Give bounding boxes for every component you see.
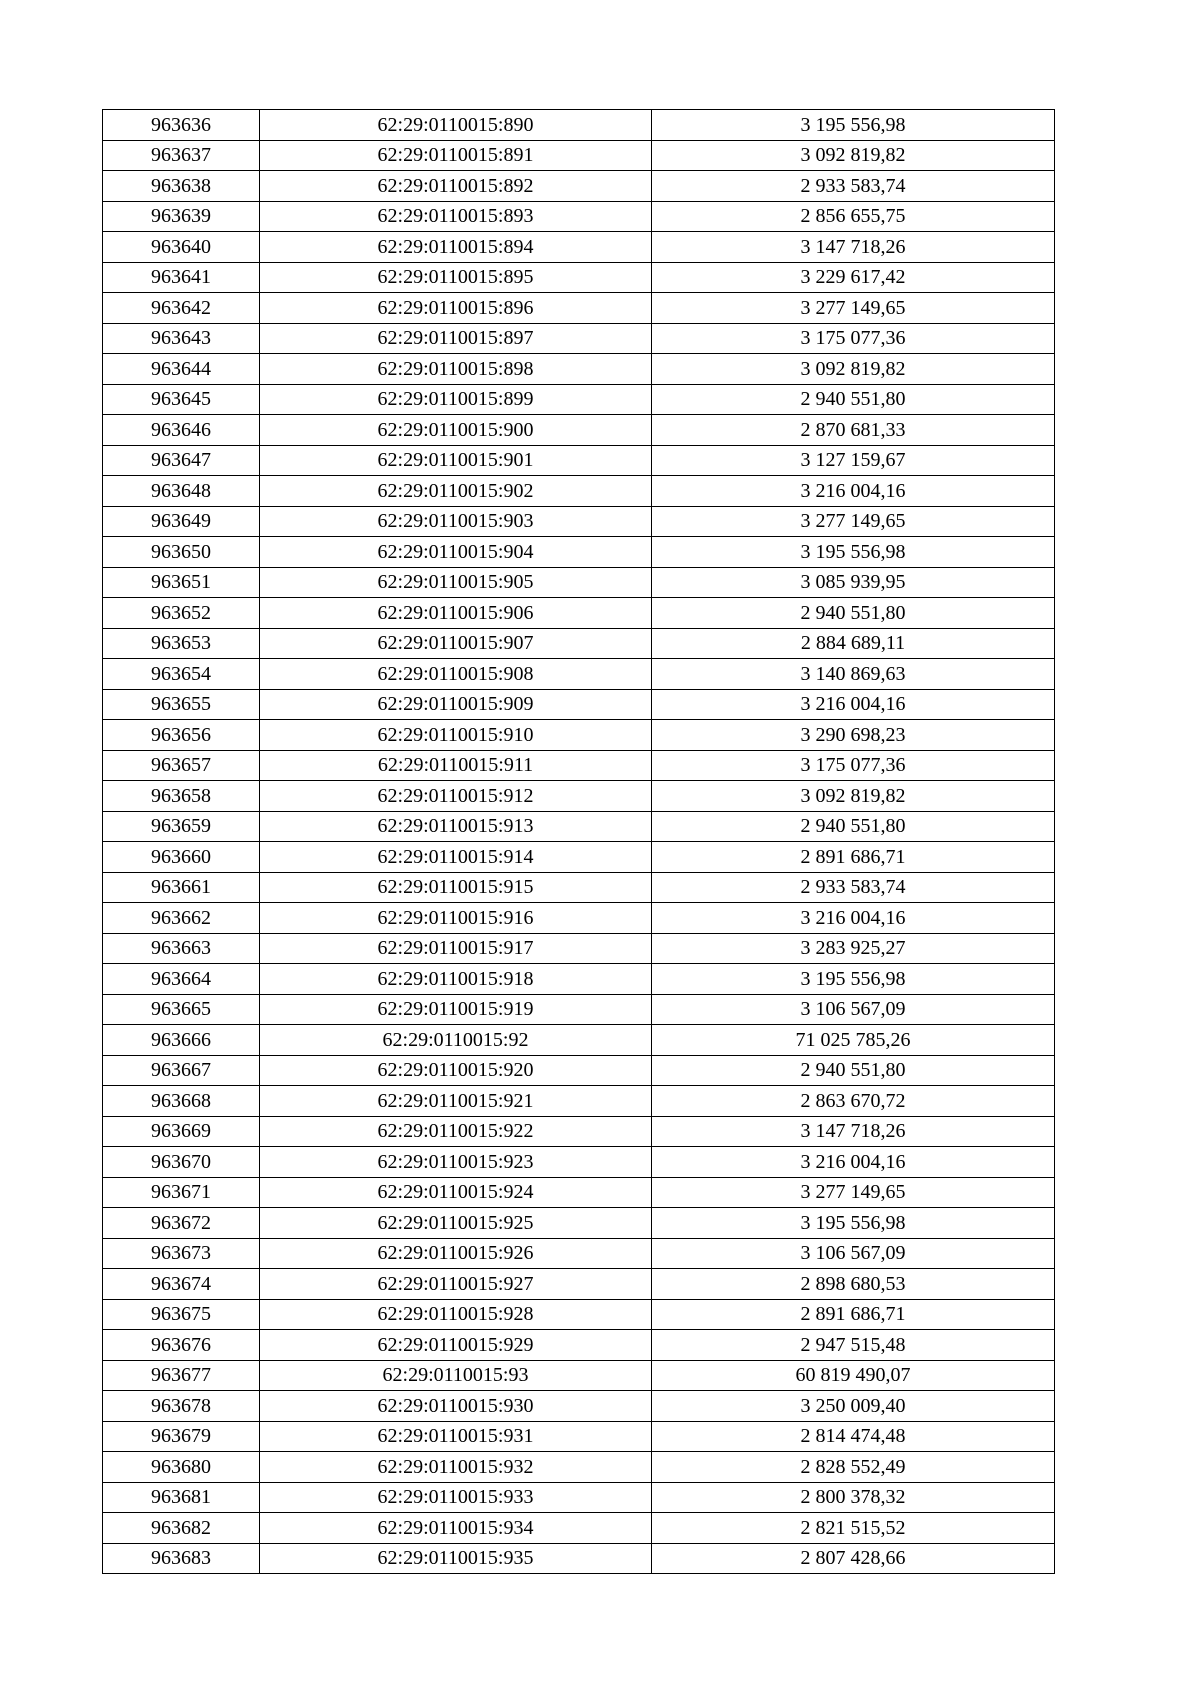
row-number-cell: 963640 [103, 232, 260, 263]
row-number-cell: 963681 [103, 1482, 260, 1513]
cadastral-number-cell: 62:29:0110015:905 [260, 567, 652, 598]
cadastral-number-cell: 62:29:0110015:896 [260, 293, 652, 324]
row-number-cell: 963661 [103, 872, 260, 903]
cadastral-number-cell: 62:29:0110015:901 [260, 445, 652, 476]
table-row [103, 1086, 1055, 1117]
cadastral-value-cell: 2 863 670,72 [652, 1086, 1055, 1117]
table-row [103, 1482, 1055, 1513]
table-row [103, 140, 1055, 171]
cadastral-value-cell: 3 127 159,67 [652, 445, 1055, 476]
table-row [103, 1330, 1055, 1361]
table-body [103, 110, 1055, 1574]
cadastral-value-cell: 3 250 009,40 [652, 1391, 1055, 1422]
cadastral-number-cell: 62:29:0110015:897 [260, 323, 652, 354]
row-number-cell: 963668 [103, 1086, 260, 1117]
cadastral-number-cell: 62:29:0110015:933 [260, 1482, 652, 1513]
table-row [103, 659, 1055, 690]
cadastral-number-cell: 62:29:0110015:895 [260, 262, 652, 293]
row-number-cell: 963645 [103, 384, 260, 415]
cadastral-number-cell: 62:29:0110015:900 [260, 415, 652, 446]
table-row [103, 903, 1055, 934]
cadastral-number-cell: 62:29:0110015:903 [260, 506, 652, 537]
cadastral-number-cell: 62:29:0110015:890 [260, 110, 652, 141]
cadastral-number-cell: 62:29:0110015:915 [260, 872, 652, 903]
cadastral-number-cell: 62:29:0110015:930 [260, 1391, 652, 1422]
cadastral-value-cell: 3 277 149,65 [652, 293, 1055, 324]
cadastral-value-cell: 2 891 686,71 [652, 1299, 1055, 1330]
cadastral-number-cell: 62:29:0110015:925 [260, 1208, 652, 1239]
table-row [103, 232, 1055, 263]
cadastral-value-cell: 2 821 515,52 [652, 1513, 1055, 1544]
cadastral-value-cell: 3 106 567,09 [652, 994, 1055, 1025]
row-number-cell: 963663 [103, 933, 260, 964]
cadastral-number-cell: 62:29:0110015:928 [260, 1299, 652, 1330]
table-row [103, 415, 1055, 446]
cadastral-value-cell: 3 216 004,16 [652, 1147, 1055, 1178]
row-number-cell: 963675 [103, 1299, 260, 1330]
row-number-cell: 963654 [103, 659, 260, 690]
row-number-cell: 963660 [103, 842, 260, 873]
table-row [103, 1116, 1055, 1147]
row-number-cell: 963665 [103, 994, 260, 1025]
table-row [103, 994, 1055, 1025]
table-row [103, 720, 1055, 751]
table-row [103, 1147, 1055, 1178]
cadastral-number-cell: 62:29:0110015:910 [260, 720, 652, 751]
cadastral-value-cell: 2 884 689,11 [652, 628, 1055, 659]
table-row [103, 872, 1055, 903]
table-row [103, 781, 1055, 812]
row-number-cell: 963678 [103, 1391, 260, 1422]
row-number-cell: 963667 [103, 1055, 260, 1086]
cadastral-number-cell: 62:29:0110015:932 [260, 1452, 652, 1483]
row-number-cell: 963644 [103, 354, 260, 385]
table-row [103, 445, 1055, 476]
table-row [103, 598, 1055, 629]
row-number-cell: 963664 [103, 964, 260, 995]
cadastral-value-cell: 2 891 686,71 [652, 842, 1055, 873]
cadastral-value-cell: 2 947 515,48 [652, 1330, 1055, 1361]
cadastral-number-cell: 62:29:0110015:921 [260, 1086, 652, 1117]
row-number-cell: 963679 [103, 1421, 260, 1452]
cadastral-value-cell: 71 025 785,26 [652, 1025, 1055, 1056]
cadastral-value-cell: 2 940 551,80 [652, 598, 1055, 629]
cadastral-value-cell: 3 195 556,98 [652, 110, 1055, 141]
row-number-cell: 963646 [103, 415, 260, 446]
cadastral-value-table [102, 109, 1055, 1574]
cadastral-value-cell: 3 277 149,65 [652, 506, 1055, 537]
cadastral-number-cell: 62:29:0110015:898 [260, 354, 652, 385]
cadastral-value-cell: 3 085 939,95 [652, 567, 1055, 598]
cadastral-number-cell: 62:29:0110015:911 [260, 750, 652, 781]
table-row [103, 201, 1055, 232]
cadastral-number-cell: 62:29:0110015:922 [260, 1116, 652, 1147]
cadastral-number-cell: 62:29:0110015:916 [260, 903, 652, 934]
table-row [103, 171, 1055, 202]
cadastral-number-cell: 62:29:0110015:906 [260, 598, 652, 629]
row-number-cell: 963666 [103, 1025, 260, 1056]
table-row [103, 1360, 1055, 1391]
cadastral-value-cell: 3 216 004,16 [652, 689, 1055, 720]
cadastral-number-cell: 62:29:0110015:935 [260, 1543, 652, 1574]
cadastral-value-cell: 2 940 551,80 [652, 1055, 1055, 1086]
table-row [103, 384, 1055, 415]
cadastral-number-cell: 62:29:0110015:902 [260, 476, 652, 507]
cadastral-number-cell: 62:29:0110015:923 [260, 1147, 652, 1178]
cadastral-number-cell: 62:29:0110015:908 [260, 659, 652, 690]
row-number-cell: 963653 [103, 628, 260, 659]
cadastral-value-cell: 2 933 583,74 [652, 171, 1055, 202]
cadastral-number-cell: 62:29:0110015:909 [260, 689, 652, 720]
cadastral-number-cell: 62:29:0110015:929 [260, 1330, 652, 1361]
table-row [103, 842, 1055, 873]
row-number-cell: 963671 [103, 1177, 260, 1208]
row-number-cell: 963638 [103, 171, 260, 202]
table-row [103, 689, 1055, 720]
cadastral-value-cell: 2 933 583,74 [652, 872, 1055, 903]
cadastral-value-cell: 2 870 681,33 [652, 415, 1055, 446]
row-number-cell: 963636 [103, 110, 260, 141]
table-row [103, 1543, 1055, 1574]
cadastral-number-cell: 62:29:0110015:913 [260, 811, 652, 842]
row-number-cell: 963637 [103, 140, 260, 171]
cadastral-value-cell: 3 290 698,23 [652, 720, 1055, 751]
cadastral-value-cell: 3 229 617,42 [652, 262, 1055, 293]
cadastral-number-cell: 62:29:0110015:927 [260, 1269, 652, 1300]
table-row [103, 537, 1055, 568]
cadastral-number-cell: 62:29:0110015:92 [260, 1025, 652, 1056]
row-number-cell: 963673 [103, 1238, 260, 1269]
cadastral-number-cell: 62:29:0110015:934 [260, 1513, 652, 1544]
cadastral-number-cell: 62:29:0110015:893 [260, 201, 652, 232]
cadastral-value-cell: 3 216 004,16 [652, 903, 1055, 934]
table-row [103, 1269, 1055, 1300]
cadastral-number-cell: 62:29:0110015:894 [260, 232, 652, 263]
row-number-cell: 963659 [103, 811, 260, 842]
row-number-cell: 963680 [103, 1452, 260, 1483]
table-row [103, 506, 1055, 537]
cadastral-value-cell: 2 898 680,53 [652, 1269, 1055, 1300]
cadastral-number-cell: 62:29:0110015:914 [260, 842, 652, 873]
table-row [103, 1452, 1055, 1483]
table-row [103, 1421, 1055, 1452]
table-row [103, 964, 1055, 995]
cadastral-number-cell: 62:29:0110015:924 [260, 1177, 652, 1208]
row-number-cell: 963650 [103, 537, 260, 568]
row-number-cell: 963676 [103, 1330, 260, 1361]
table-row [103, 1513, 1055, 1544]
cadastral-number-cell: 62:29:0110015:918 [260, 964, 652, 995]
cadastral-number-cell: 62:29:0110015:904 [260, 537, 652, 568]
cadastral-value-cell: 3 216 004,16 [652, 476, 1055, 507]
row-number-cell: 963683 [103, 1543, 260, 1574]
cadastral-value-cell: 3 092 819,82 [652, 140, 1055, 171]
cadastral-number-cell: 62:29:0110015:93 [260, 1360, 652, 1391]
row-number-cell: 963682 [103, 1513, 260, 1544]
table-row [103, 567, 1055, 598]
row-number-cell: 963677 [103, 1360, 260, 1391]
table-row [103, 628, 1055, 659]
cadastral-value-cell: 3 195 556,98 [652, 964, 1055, 995]
table-row [103, 933, 1055, 964]
cadastral-number-cell: 62:29:0110015:891 [260, 140, 652, 171]
row-number-cell: 963641 [103, 262, 260, 293]
row-number-cell: 963669 [103, 1116, 260, 1147]
row-number-cell: 963652 [103, 598, 260, 629]
table-row [103, 1299, 1055, 1330]
cadastral-value-cell: 3 283 925,27 [652, 933, 1055, 964]
cadastral-number-cell: 62:29:0110015:892 [260, 171, 652, 202]
row-number-cell: 963639 [103, 201, 260, 232]
table-row [103, 323, 1055, 354]
cadastral-number-cell: 62:29:0110015:907 [260, 628, 652, 659]
cadastral-value-cell: 3 147 718,26 [652, 232, 1055, 263]
row-number-cell: 963647 [103, 445, 260, 476]
table-row [103, 1055, 1055, 1086]
cadastral-value-cell: 2 940 551,80 [652, 384, 1055, 415]
row-number-cell: 963643 [103, 323, 260, 354]
cadastral-value-cell: 3 195 556,98 [652, 1208, 1055, 1239]
table-row [103, 1177, 1055, 1208]
table-row [103, 1208, 1055, 1239]
row-number-cell: 963651 [103, 567, 260, 598]
row-number-cell: 963672 [103, 1208, 260, 1239]
row-number-cell: 963674 [103, 1269, 260, 1300]
cadastral-number-cell: 62:29:0110015:926 [260, 1238, 652, 1269]
row-number-cell: 963649 [103, 506, 260, 537]
cadastral-value-cell: 2 856 655,75 [652, 201, 1055, 232]
cadastral-value-cell: 3 175 077,36 [652, 323, 1055, 354]
cadastral-value-cell: 2 800 378,32 [652, 1482, 1055, 1513]
row-number-cell: 963655 [103, 689, 260, 720]
cadastral-value-cell: 3 195 556,98 [652, 537, 1055, 568]
table-row [103, 1025, 1055, 1056]
row-number-cell: 963648 [103, 476, 260, 507]
row-number-cell: 963670 [103, 1147, 260, 1178]
cadastral-value-cell: 2 807 428,66 [652, 1543, 1055, 1574]
cadastral-value-cell: 60 819 490,07 [652, 1360, 1055, 1391]
cadastral-value-cell: 3 092 819,82 [652, 781, 1055, 812]
table-row [103, 750, 1055, 781]
table-row [103, 476, 1055, 507]
cadastral-value-cell: 3 106 567,09 [652, 1238, 1055, 1269]
cadastral-value-cell: 3 140 869,63 [652, 659, 1055, 690]
table-row [103, 811, 1055, 842]
cadastral-value-cell: 3 175 077,36 [652, 750, 1055, 781]
row-number-cell: 963656 [103, 720, 260, 751]
row-number-cell: 963657 [103, 750, 260, 781]
table-row [103, 110, 1055, 141]
cadastral-value-cell: 3 277 149,65 [652, 1177, 1055, 1208]
cadastral-number-cell: 62:29:0110015:920 [260, 1055, 652, 1086]
cadastral-number-cell: 62:29:0110015:912 [260, 781, 652, 812]
table-row [103, 293, 1055, 324]
table-row [103, 262, 1055, 293]
cadastral-value-cell: 3 147 718,26 [652, 1116, 1055, 1147]
cadastral-number-cell: 62:29:0110015:899 [260, 384, 652, 415]
row-number-cell: 963642 [103, 293, 260, 324]
table-row [103, 1238, 1055, 1269]
row-number-cell: 963658 [103, 781, 260, 812]
table-row [103, 1391, 1055, 1422]
cadastral-value-cell: 3 092 819,82 [652, 354, 1055, 385]
cadastral-number-cell: 62:29:0110015:917 [260, 933, 652, 964]
cadastral-number-cell: 62:29:0110015:919 [260, 994, 652, 1025]
table-row [103, 354, 1055, 385]
cadastral-value-cell: 2 814 474,48 [652, 1421, 1055, 1452]
cadastral-number-cell: 62:29:0110015:931 [260, 1421, 652, 1452]
cadastral-value-cell: 2 940 551,80 [652, 811, 1055, 842]
cadastral-value-cell: 2 828 552,49 [652, 1452, 1055, 1483]
row-number-cell: 963662 [103, 903, 260, 934]
